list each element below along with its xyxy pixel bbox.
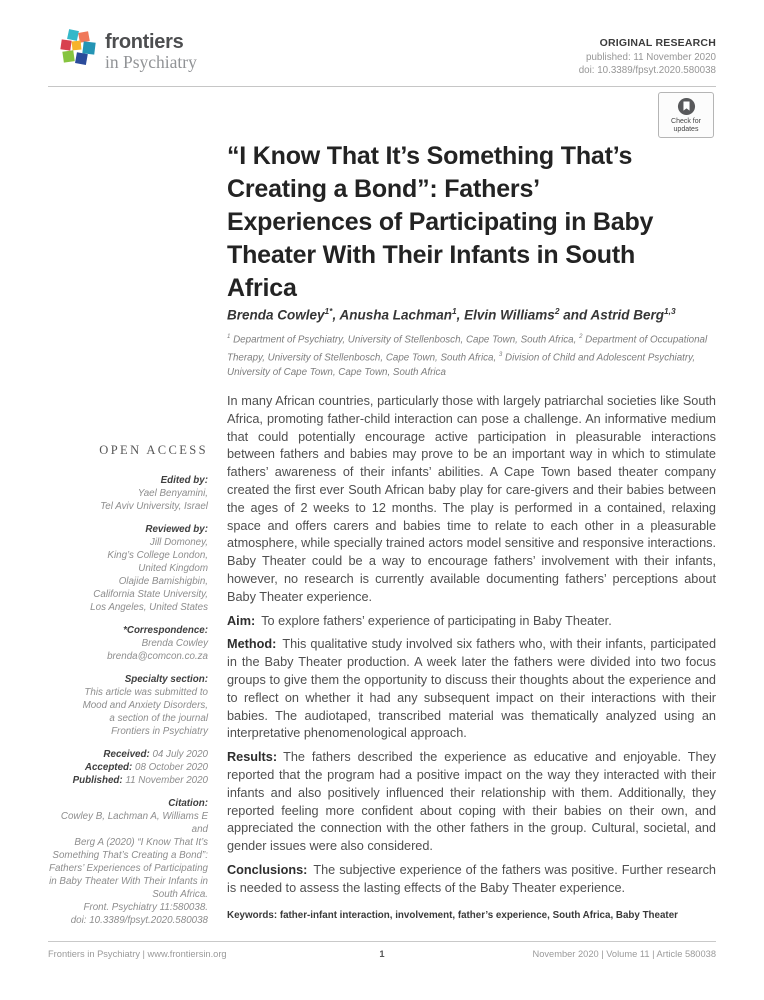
author-name: Anusha Lachman	[339, 307, 452, 323]
reviewer-line: Los Angeles, United States	[90, 602, 208, 613]
affiliation: Department of Psychiatry, University of Stellenbosch, Cape Town, South Africa,	[230, 334, 580, 346]
affiliation: Division of Child and Adolescent Psychiatry, University of Cape Town, Cape Town, South Africa	[227, 352, 696, 378]
edited-by-label: Edited by:	[160, 475, 208, 486]
citation-line: in Baby Theater With Their Infants in	[49, 876, 208, 887]
title-line: Africa	[227, 274, 297, 302]
editor-affiliation: Tel Aviv University, Israel	[100, 501, 208, 512]
check-for-updates-button[interactable]	[658, 92, 714, 138]
article-meta-header	[579, 37, 716, 76]
edited-by-group	[44, 474, 208, 513]
author-affil-marker: 1,3	[664, 306, 676, 316]
citation-label: Citation:	[168, 798, 208, 809]
doi-text: doi: 10.3389/fpsyt.2020.580038	[578, 65, 716, 76]
check-for-updates-text: Check for updates	[671, 118, 701, 133]
citation-group	[44, 797, 208, 927]
citation-line: Berg A (2020) “I Know That It’s	[74, 837, 208, 848]
editor-name: Yael Benyamini,	[137, 488, 208, 499]
specialty-section-group	[44, 673, 208, 738]
author-affil-marker: 1*	[324, 306, 333, 316]
article-dates-group	[44, 748, 208, 787]
citation-line: Front. Psychiatry 11:580038.	[83, 902, 208, 913]
abstract-intro-paragraph: In many African countries, particularly those with largely patriarchal societies like South Africa, promoting father-child interaction can pose a challenge. An informative medium that could potentially encourage active participation in pleasurable interactions between fathers and babies may prove to be an important way in which to stimulate fathers’ awareness of their infants’ abilities. A Cape Town based theater company created the first ever South African baby play for care-givers and their babies between the ages of 2 weeks to 12 months. The play is performed in a contained, relaxing space and offers carers and babies time to relate to each other in a pleasurable atmosphere, while specially trained actors model sensitive and responsive interactions. Baby Theater could be a way to encourage fathers’ involvement with their infants, however, no research is currently available documenting fathers’ perceptions about Baby Theater experience.	[227, 394, 716, 604]
aim-label: Aim:	[227, 613, 256, 628]
correspondence-group	[44, 624, 208, 663]
article-info-sidebar	[44, 444, 208, 937]
reviewer-line: Jill Domoney,	[149, 537, 208, 548]
reviewer-line: Olajide Bamishigbin,	[118, 576, 208, 587]
accepted-date: Accepted: 08 October 2020	[84, 762, 208, 773]
page-footer	[48, 949, 716, 959]
reviewed-by-group	[44, 523, 208, 614]
method-label: Method:	[227, 637, 277, 652]
author-name: Astrid Berg	[590, 307, 665, 323]
correspondence-name: Brenda Cowley	[141, 638, 208, 649]
reviewer-line: King’s College London,	[107, 550, 208, 561]
citation-line: Fathers’ Experiences of Participating	[48, 863, 208, 874]
footer-journal-url: Frontiers in Psychiatry | www.frontiersin.org	[48, 949, 227, 959]
author-list: Brenda Cowley$^{1*}$, Anusha Lachman$^1$, Elvin Williams$^2$ and Astrid Berg$^{1,3}$	[227, 306, 676, 323]
abstract-body	[227, 393, 716, 928]
conclusions-label: Conclusions:	[227, 862, 308, 877]
wordmark-journal-name: in Psychiatry	[105, 52, 197, 72]
citation-line: Something That’s Creating a Bond”:	[52, 850, 208, 861]
article-title	[227, 140, 727, 305]
author-affil-marker: 1	[451, 306, 457, 316]
open-access-label: OPEN ACCESS	[99, 443, 208, 457]
published-date-sidebar: Published: 11 November 2020	[72, 775, 208, 786]
frontiers-cubes-icon	[54, 29, 100, 71]
correspondence-email-link[interactable]: brenda@comcon.co.za	[107, 651, 208, 662]
footer-divider	[48, 941, 716, 942]
author-name: Brenda Cowley	[227, 307, 325, 323]
article-type-label: ORIGINAL RESEARCH	[599, 37, 716, 49]
specialty-section-label: Specialty section:	[124, 674, 208, 685]
abstract-aim-paragraph: Aim: To explore fathers’ experience of participating in Baby Theater.	[227, 613, 612, 628]
journal-wordmark	[105, 32, 197, 72]
reviewed-by-label: Reviewed by:	[145, 524, 208, 535]
author-affil-marker: 2	[554, 306, 560, 316]
title-line: “I Know That It’s Something That’s	[227, 142, 633, 170]
correspondence-label: *Correspondence:	[123, 625, 208, 636]
header-divider	[48, 86, 716, 87]
frontiers-logo	[54, 29, 197, 72]
affiliation: Department of Occupational Therapy, University of Stellenbosch, Cape Town, South Africa,	[227, 334, 708, 364]
footer-issue-info: November 2020 | Volume 11 | Article 580038	[532, 949, 716, 959]
specialty-line: Mood and Anxiety Disorders,	[82, 700, 208, 711]
crossmark-bookmark-icon	[677, 97, 696, 116]
reviewer-line: United Kingdom	[138, 563, 208, 574]
citation-line: Cowley B, Lachman A, Williams E and	[60, 811, 208, 835]
wordmark-frontiers: frontiers	[105, 31, 184, 53]
abstract-results-paragraph: Results: The fathers described the experience as educative and enjoyable. They reported that the program had a positive impact on the way they interacted with their infants and also positively influenced their relationship with them. Additionally, they reported feeling more confident about coping with their babies on their own, and appreciated the connection with the other fathers in the group. Cultural, societal, and gender issues were also considered.	[227, 750, 716, 854]
title-line: Theater With Their Infants in South	[227, 241, 636, 269]
keywords-line: Keywords: father-infant interaction, involvement, father’s experience, South Africa, Baby Theater	[227, 909, 678, 921]
citation-line: doi: 10.3389/fpsyt.2020.580038	[70, 915, 208, 926]
affiliations: $^1$ Department of Psychiatry, University of Stellenbosch, Cape Town, South Africa, $^2$ Department of Occupational Therapy, University of Stellenbosch, Cape Town, South Africa, $^3$ Division of Child and Adolescent Psychiatry, University of Cape Town, Cape Town, South Africa	[227, 334, 708, 378]
specialty-line: This article was submitted to	[84, 687, 208, 698]
published-date: published: 11 November 2020	[586, 51, 716, 63]
keywords-label: Keywords:	[227, 909, 278, 921]
page-number: 1	[379, 949, 385, 959]
title-line: Experiences of Participating in Baby	[227, 208, 654, 236]
abstract-method-paragraph: Method: This qualitative study involved six fathers who, with their infants, participated in the Baby Theater production. A week later the fathers were divided into two focus groups to give them the opportunity to discuss their thoughts about the experience and to reflect on whether it had any subsequent impact on their interactions with their babies. The audiotaped, transcribed material was thematically analyzed using an interpretative phenomenological approach.	[227, 637, 716, 741]
specialty-line: a section of the journal	[109, 713, 208, 724]
results-label: Results:	[227, 750, 278, 765]
specialty-line: Frontiers in Psychiatry	[111, 726, 208, 737]
abstract-conclusions-paragraph: Conclusions: The subjective experience of the fathers was positive. Further research is needed to assess the lasting effects of the Baby Theater experience.	[227, 862, 716, 895]
received-date: Received: 04 July 2020	[103, 749, 208, 760]
reviewer-line: California State University,	[93, 589, 208, 600]
author-name: Elvin Williams	[464, 307, 555, 323]
title-line: Creating a Bond”: Fathers’	[227, 175, 540, 203]
citation-line: South Africa.	[152, 889, 208, 900]
